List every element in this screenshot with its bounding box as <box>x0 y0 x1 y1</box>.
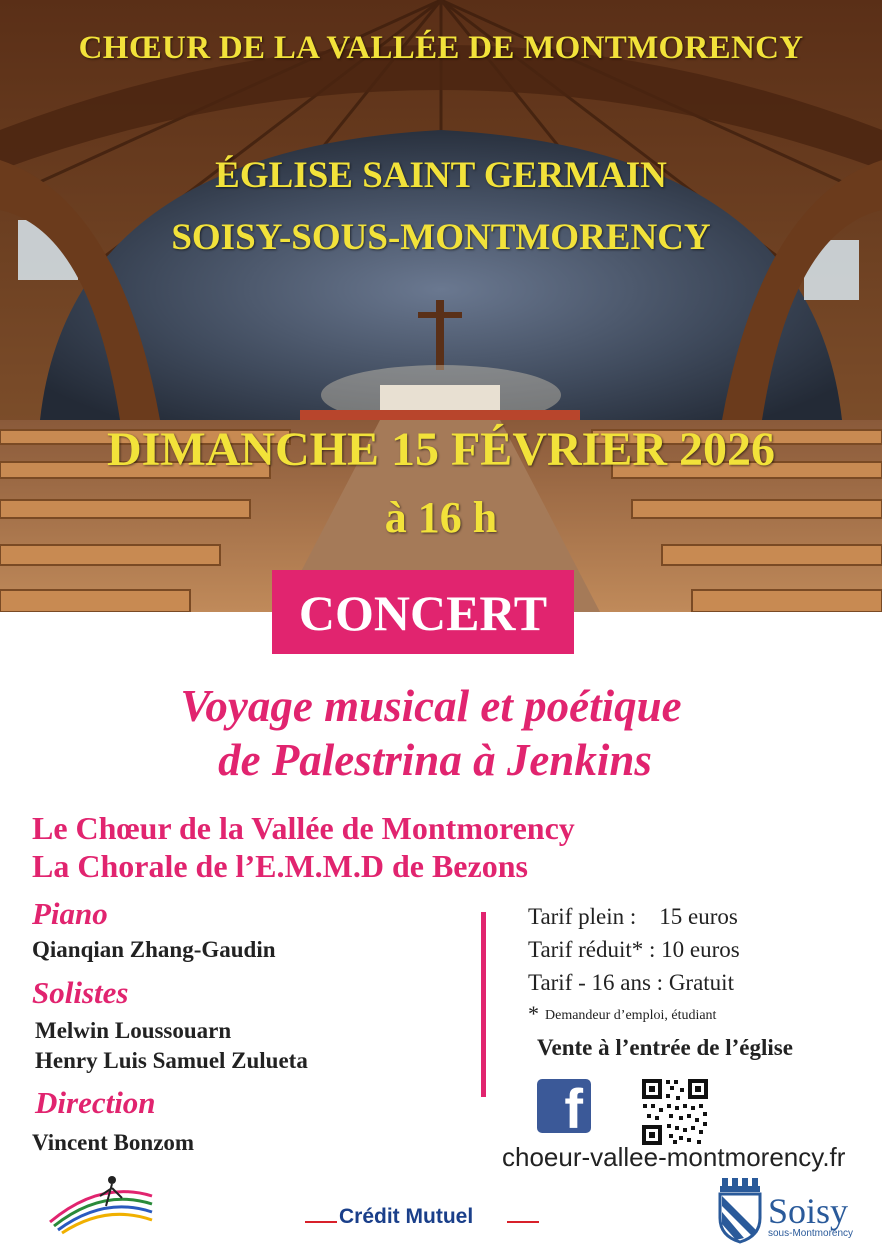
pianist-name: Qianqian Zhang-Gaudin <box>32 937 276 962</box>
piano-label: Piano <box>32 896 108 931</box>
town-name: SOISY-SOUS-MONTMORENCY <box>171 217 711 258</box>
soisy-coat-of-arms-icon <box>716 1178 764 1244</box>
soisy-subtitle: sous-Montmorency <box>768 1228 854 1239</box>
director-name: Vincent Bonzom <box>32 1130 195 1155</box>
choir-logo <box>40 1170 160 1236</box>
concert-banner: CONCERT <box>272 570 574 654</box>
program-title-line1: Voyage musical et poétique <box>180 681 682 731</box>
note-text: Demandeur d’emploi, étudiant <box>545 1008 717 1023</box>
price-under16: Tarif - 16 ans : Gratuit <box>528 970 734 995</box>
qr-code-icon[interactable] <box>640 1077 710 1147</box>
logo-rule <box>305 1221 337 1223</box>
program-title-line2: de Palestrina à Jenkins <box>218 735 652 785</box>
choir-name-1: Le Chœur de la Vallée de Montmorency <box>32 810 575 846</box>
logo-rule <box>507 1221 539 1223</box>
direction-label: Direction <box>35 1085 156 1120</box>
credit-mutuel-logo <box>305 1203 539 1233</box>
credit-mutuel-name: Crédit Mutuel <box>339 1205 474 1228</box>
choir-name-2: La Chorale de l’E.M.M.D de Bezons <box>32 848 528 884</box>
note-asterisk: * <box>528 1001 539 1026</box>
column-divider <box>481 912 486 1097</box>
concert-time: à 16 h <box>384 493 498 542</box>
soisy-name: Soisy <box>768 1191 849 1231</box>
price-note <box>528 1001 716 1027</box>
facebook-icon[interactable]: f <box>537 1079 591 1133</box>
soloist-name: Melwin Loussouarn <box>35 1018 232 1043</box>
ticket-sale-info: Vente à l’entrée de l’église <box>537 1035 793 1060</box>
soloist-name: Henry Luis Samuel Zulueta <box>35 1048 308 1073</box>
website-link[interactable]: choeur-vallee-montmorency.fr <box>502 1142 846 1172</box>
choir-title: CHŒUR DE LA VALLÉE DE MONTMORENCY <box>78 30 804 66</box>
church-name: ÉGLISE SAINT GERMAIN <box>215 155 667 196</box>
price-full: Tarif plein : 15 euros <box>528 904 738 929</box>
price-reduced: Tarif réduit* : 10 euros <box>528 937 740 962</box>
soloists-label: Solistes <box>32 975 129 1010</box>
concert-date: DIMANCHE 15 FÉVRIER 2026 <box>106 423 775 476</box>
